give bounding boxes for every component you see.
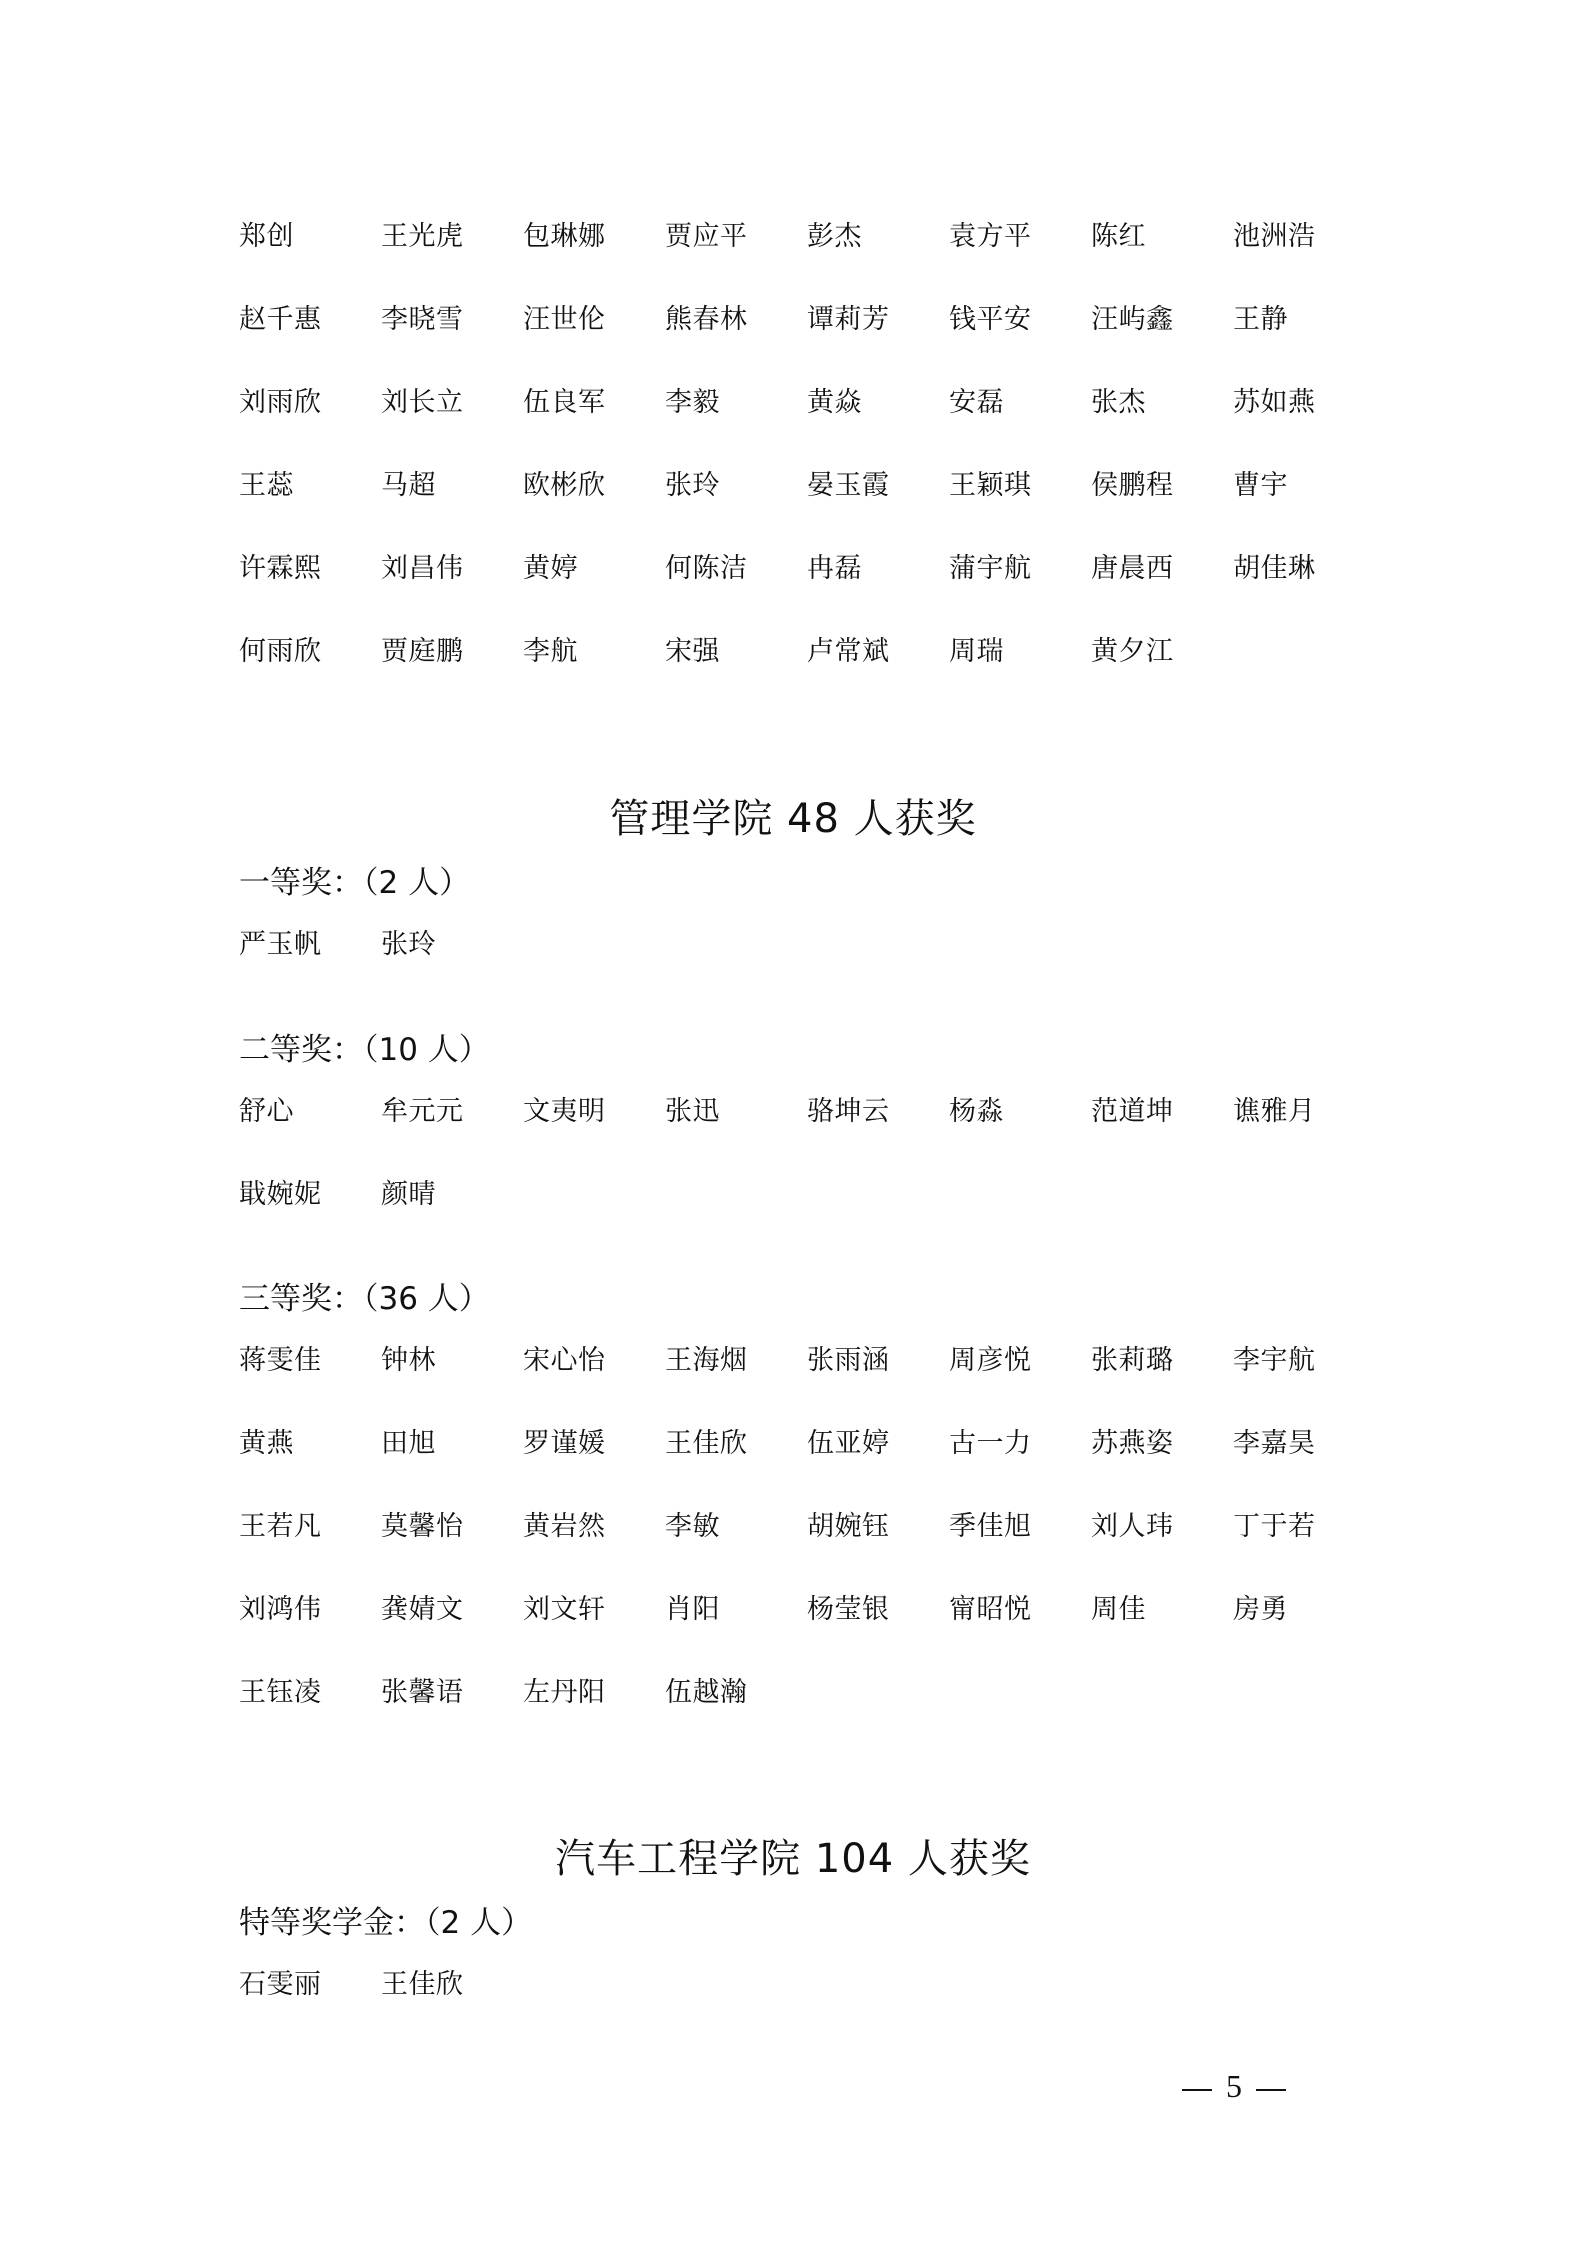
person-name: 张玲 <box>381 929 436 960</box>
person-name: 刘文轩 <box>523 1594 606 1625</box>
person-name: 龚婧文 <box>381 1594 464 1625</box>
person-name: 伍越瀚 <box>665 1677 748 1708</box>
person-name: 李毅 <box>665 387 720 418</box>
person-name: 李宇航 <box>1233 1345 1316 1376</box>
person-name: 卢常斌 <box>807 636 890 667</box>
person-name: 刘昌伟 <box>381 553 464 584</box>
person-name: 刘鸿伟 <box>239 1594 322 1625</box>
person-name: 汪屿鑫 <box>1091 304 1174 335</box>
person-name: 郑创 <box>239 221 294 252</box>
person-name: 宋心怡 <box>523 1345 606 1376</box>
person-name: 黄燕 <box>239 1428 294 1459</box>
person-name: 冉磊 <box>807 553 862 584</box>
person-name: 肖阳 <box>665 1594 720 1625</box>
person-name: 杨莹银 <box>807 1594 890 1625</box>
person-name: 许霖熙 <box>239 553 322 584</box>
name-row <box>239 441 1399 524</box>
person-name: 伍良军 <box>523 387 606 418</box>
person-name: 赵千惠 <box>239 304 322 335</box>
person-name: 宋强 <box>665 636 720 667</box>
person-name: 李航 <box>523 636 578 667</box>
college-title-management: 管理学院 48 人获奖 <box>609 796 977 842</box>
person-name: 马超 <box>381 470 436 501</box>
person-name: 张杰 <box>1091 387 1146 418</box>
person-name: 晏玉霞 <box>807 470 890 501</box>
person-name: 张莉璐 <box>1091 1345 1174 1376</box>
person-name: 包琳娜 <box>523 221 606 252</box>
person-name: 房勇 <box>1233 1594 1288 1625</box>
person-name: 罗谨媛 <box>523 1428 606 1459</box>
person-name: 王若凡 <box>239 1511 322 1542</box>
person-name: 侯鹏程 <box>1091 470 1174 501</box>
name-row <box>239 1399 1399 1482</box>
person-name: 骆坤云 <box>807 1096 890 1127</box>
person-name: 曹宇 <box>1233 470 1288 501</box>
person-name: 周彦悦 <box>949 1345 1032 1376</box>
person-name: 王佳欣 <box>665 1428 748 1459</box>
name-row <box>239 524 1399 607</box>
person-name: 丁于若 <box>1233 1511 1316 1542</box>
person-name: 池洲浩 <box>1233 221 1316 252</box>
person-name: 熊春林 <box>665 304 748 335</box>
person-name: 黄焱 <box>807 387 862 418</box>
person-name: 季佳旭 <box>949 1511 1032 1542</box>
person-name: 舒心 <box>239 1096 294 1127</box>
person-name: 严玉帆 <box>239 929 322 960</box>
person-name: 伍亚婷 <box>807 1428 890 1459</box>
person-name: 王光虎 <box>381 221 464 252</box>
person-name: 颜晴 <box>381 1179 436 1210</box>
person-name: 陈红 <box>1091 221 1146 252</box>
person-name: 李敏 <box>665 1511 720 1542</box>
person-name: 石雯丽 <box>239 1969 322 2000</box>
person-name: 苏燕姿 <box>1091 1428 1174 1459</box>
person-name: 古一力 <box>949 1428 1032 1459</box>
person-name: 钱平安 <box>949 304 1032 335</box>
name-row <box>239 275 1399 358</box>
person-name: 文夷明 <box>523 1096 606 1127</box>
name-row <box>239 1067 1399 1150</box>
person-name: 蒲宇航 <box>949 553 1032 584</box>
person-name: 刘长立 <box>381 387 464 418</box>
person-name: 王佳欣 <box>381 1969 464 2000</box>
person-name: 袁方平 <box>949 221 1032 252</box>
person-name: 欧彬欣 <box>523 470 606 501</box>
name-row <box>239 1482 1399 1565</box>
person-name: 王海烟 <box>665 1345 748 1376</box>
award-title-third: 三等奖：（36 人） <box>239 1281 490 1317</box>
page-number-value: 5 <box>1226 2068 1242 2104</box>
person-name: 左丹阳 <box>523 1677 606 1708</box>
person-name: 苏如燕 <box>1233 387 1316 418</box>
person-name: 何陈洁 <box>665 553 748 584</box>
name-list-third <box>239 1316 1399 1731</box>
person-name: 王钰凌 <box>239 1677 322 1708</box>
person-name: 牟元元 <box>381 1096 464 1127</box>
person-name: 王蕊 <box>239 470 294 501</box>
person-name: 谯雅月 <box>1233 1096 1316 1127</box>
person-name: 张玲 <box>665 470 720 501</box>
name-list-continued <box>239 192 1399 690</box>
award-title-first: 一等奖：（2 人） <box>239 865 471 901</box>
person-name: 李嘉昊 <box>1233 1428 1316 1459</box>
name-list-second <box>239 1067 1399 1233</box>
person-name: 范道坤 <box>1091 1096 1174 1127</box>
person-name: 彭杰 <box>807 221 862 252</box>
person-name: 李晓雪 <box>381 304 464 335</box>
person-name: 贾应平 <box>665 221 748 252</box>
award-title-special: 特等奖学金：（2 人） <box>239 1905 533 1941</box>
person-name: 张雨涵 <box>807 1345 890 1376</box>
person-name: 周佳 <box>1091 1594 1146 1625</box>
person-name: 何雨欣 <box>239 636 322 667</box>
person-name: 戢婉妮 <box>239 1179 322 1210</box>
person-name: 黄婷 <box>523 553 578 584</box>
person-name: 黄夕江 <box>1091 636 1174 667</box>
award-title-second: 二等奖：（10 人） <box>239 1032 490 1068</box>
person-name: 安磊 <box>949 387 1004 418</box>
name-list-first <box>239 900 1399 983</box>
person-name: 钟林 <box>381 1345 436 1376</box>
name-row <box>239 900 1399 983</box>
person-name: 刘雨欣 <box>239 387 322 418</box>
dash-left <box>1182 2089 1212 2091</box>
person-name: 王静 <box>1233 304 1288 335</box>
name-row <box>239 607 1399 690</box>
person-name: 唐晨西 <box>1091 553 1174 584</box>
dash-right <box>1256 2089 1286 2091</box>
name-row <box>239 358 1399 441</box>
person-name: 甯昭悦 <box>949 1594 1032 1625</box>
person-name: 王颖琪 <box>949 470 1032 501</box>
person-name: 谭莉芳 <box>807 304 890 335</box>
name-row <box>239 192 1399 275</box>
name-list-special <box>239 1940 1399 2023</box>
person-name: 蒋雯佳 <box>239 1345 322 1376</box>
person-name: 张迅 <box>665 1096 720 1127</box>
person-name: 黄岩然 <box>523 1511 606 1542</box>
person-name: 贾庭鹏 <box>381 636 464 667</box>
person-name: 周瑞 <box>949 636 1004 667</box>
college-title-automotive: 汽车工程学院 104 人获奖 <box>555 1836 1031 1882</box>
person-name: 刘人玮 <box>1091 1511 1174 1542</box>
name-row <box>239 1940 1399 2023</box>
name-row <box>239 1316 1399 1399</box>
page-number <box>1168 2068 1300 2105</box>
person-name: 莫馨怡 <box>381 1511 464 1542</box>
name-row <box>239 1648 1399 1731</box>
person-name: 胡佳琳 <box>1233 553 1316 584</box>
name-row <box>239 1150 1399 1233</box>
person-name: 汪世伦 <box>523 304 606 335</box>
person-name: 田旭 <box>381 1428 436 1459</box>
person-name: 张馨语 <box>381 1677 464 1708</box>
person-name: 杨淼 <box>949 1096 1004 1127</box>
person-name: 胡婉钰 <box>807 1511 890 1542</box>
name-row <box>239 1565 1399 1648</box>
